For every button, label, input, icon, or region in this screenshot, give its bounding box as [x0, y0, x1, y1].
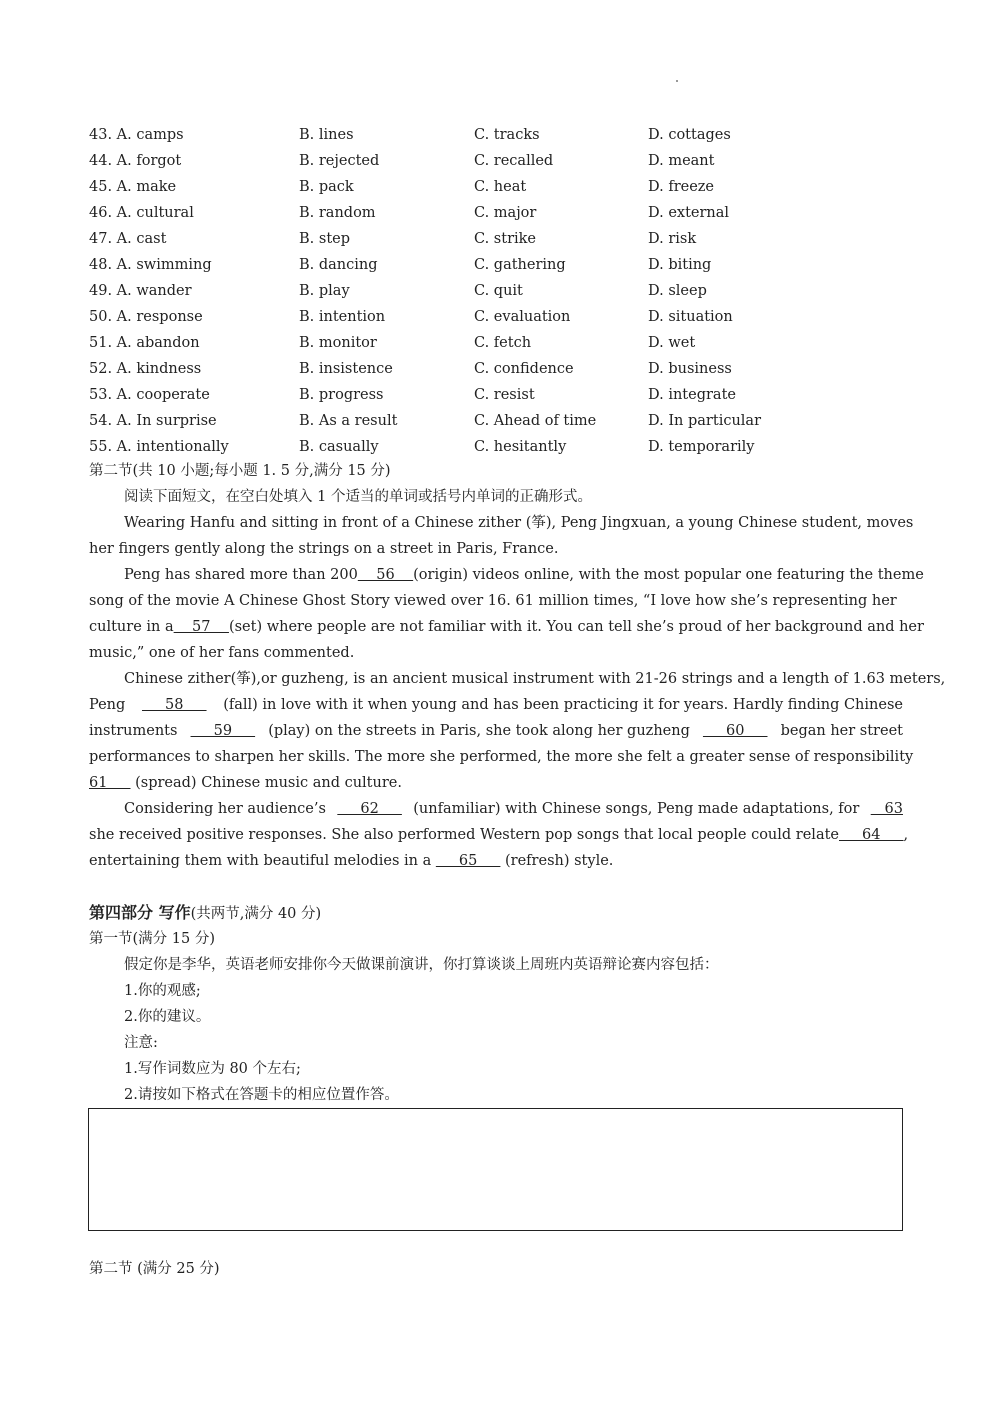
option-row [89, 382, 909, 408]
option-row [89, 122, 909, 148]
passage-line: her fingers gently along the strings on a street in Paris, France. [89, 541, 559, 557]
passage-text: Peng [89, 697, 126, 713]
passage-line [89, 744, 914, 770]
option-row [89, 434, 909, 460]
option-a: 52. A. kindness [89, 361, 202, 377]
note-label: 注意: [124, 1035, 158, 1051]
option-row [89, 278, 909, 304]
option-b: B. casually [299, 439, 379, 455]
passage-line [89, 848, 903, 874]
writing-item-1: 1.你的观感; [124, 983, 201, 999]
passage-text: (refresh) style. [505, 853, 614, 869]
passage-line: music,” one of her fans commented. [89, 645, 355, 661]
option-c: C. quit [474, 283, 523, 299]
writing-prompt: 假定你是李华，英语老师安排你今天做课前演讲，你打算谈谈上周班内英语辩论赛内容包括： [124, 957, 719, 973]
option-c: C. Ahead of time [474, 413, 597, 429]
blank-63: 63 [870, 801, 903, 817]
passage-text: (fall) in love with it when young and has been practicing it for years. Hardly finding Chinese [223, 697, 903, 713]
passage-text: performances to sharpen her skills. The more she performed, the more she felt a greater sense of responsibility [89, 749, 914, 765]
option-row [89, 356, 909, 382]
option-b: B. lines [299, 127, 354, 143]
option-b: B. pack [299, 179, 354, 195]
option-b: B. dancing [299, 257, 378, 273]
option-a: 54. A. In surprise [89, 413, 217, 429]
passage-line [89, 588, 903, 614]
option-c: C. fetch [474, 335, 532, 351]
option-row [89, 174, 909, 200]
option-b: B. rejected [299, 153, 380, 169]
answer-box[interactable] [88, 1108, 903, 1231]
option-row [89, 304, 909, 330]
passage-text: Considering her audience’s [124, 801, 326, 817]
passage-text: (spread) Chinese music and culture. [135, 775, 402, 791]
option-a: 45. A. make [89, 179, 177, 195]
passage-text: Peng has shared more than 200 [124, 567, 358, 583]
option-b: B. play [299, 283, 350, 299]
option-b: B. intention [299, 309, 386, 325]
option-a: 55. A. intentionally [89, 439, 229, 455]
part-4 [89, 900, 903, 1108]
option-row [89, 200, 909, 226]
option-c: C. tracks [474, 127, 540, 143]
option-a: 50. A. response [89, 309, 203, 325]
option-a: 51. A. abandon [89, 335, 200, 351]
option-d: D. cottages [648, 127, 731, 143]
blank-65: 65 [435, 853, 501, 869]
blank-58: 58 [141, 697, 207, 713]
scan-dot [676, 80, 678, 82]
passage-line [89, 796, 903, 822]
option-c: C. gathering [474, 257, 566, 273]
passage-text: instruments [89, 723, 178, 739]
passage-text: she received positive responses. She also performed Western pop songs that local people could relate [89, 827, 839, 843]
blank-60: 60 [702, 723, 768, 739]
option-row [89, 330, 909, 356]
part-4-title-text: 第四部分 写作 [89, 903, 191, 922]
option-d: D. situation [648, 309, 733, 325]
passage-line [89, 666, 946, 692]
option-b: B. monitor [299, 335, 377, 351]
section-2 [89, 458, 946, 874]
option-d: D. risk [648, 231, 697, 247]
passage-text: (origin) videos online, with the most popular one featuring the theme [413, 567, 924, 583]
passage-text: (play) on the streets in Paris, she took along her guzheng [268, 723, 690, 739]
blank-57: 57 [173, 619, 229, 635]
passage-text: song of the movie A Chinese Ghost Story viewed over 16. 61 million times, “I love how she’s representing her [89, 593, 897, 609]
blank-64: 64 [839, 827, 904, 843]
option-c: C. confidence [474, 361, 574, 377]
option-a: 49. A. wander [89, 283, 192, 299]
option-c: C. heat [474, 179, 527, 195]
blank-59: 59 [190, 723, 256, 739]
option-a: 47. A. cast [89, 231, 167, 247]
option-d: D. freeze [648, 179, 715, 195]
option-row [89, 148, 909, 174]
passage-text: Wearing Hanfu and sitting in front of a Chinese zither (筝), Peng Jingxuan, a young Chinese student, moves [124, 515, 914, 531]
passage-text: (set) where people are not familiar with it. You can tell she’s proud of her background and her [228, 619, 924, 635]
passage-text: Chinese zither(筝),or guzheng, is an ancient musical instrument with 21-26 strings and a length of 1.63 meters, [124, 671, 946, 687]
option-d: D. In particular [648, 413, 761, 429]
option-row [89, 252, 909, 278]
section-1-heading: 第一节(满分 15 分) [89, 931, 215, 947]
option-c: C. resist [474, 387, 535, 403]
option-row [89, 408, 909, 434]
option-d: D. integrate [648, 387, 736, 403]
section-2-writing [89, 1256, 903, 1282]
option-d: D. wet [648, 335, 696, 351]
blank-61: 61 [89, 775, 131, 791]
passage-line [89, 614, 924, 640]
option-c: C. hesitantly [474, 439, 567, 455]
blank-62: 62 [337, 801, 402, 817]
passage-text: began her street [780, 723, 903, 739]
option-a: 48. A. swimming [89, 257, 212, 273]
option-b: B. As a result [299, 413, 398, 429]
option-c: C. recalled [474, 153, 554, 169]
option-d: D. biting [648, 257, 712, 273]
option-c: C. major [474, 205, 537, 221]
passage-line [89, 510, 914, 536]
passage-line [89, 718, 903, 744]
note-2: 2.请按如下格式在答题卡的相应位置作答。 [124, 1087, 399, 1103]
option-c: C. strike [474, 231, 537, 247]
passage-line [89, 692, 903, 718]
options-list [89, 122, 909, 460]
option-a: 44. A. forgot [89, 153, 182, 169]
option-d: D. external [648, 205, 730, 221]
blank-56: 56 [357, 567, 414, 583]
writing-item-2: 2.你的建议。 [124, 1009, 211, 1025]
passage-text: , [903, 827, 909, 843]
section-2-instruction: 阅读下面短文，在空白处填入 1 个适当的单词或括号内单词的正确形式。 [124, 489, 592, 505]
option-a: 53. A. cooperate [89, 387, 210, 403]
option-row [89, 226, 909, 252]
option-d: D. business [648, 361, 732, 377]
section-2-heading: 第二节(共 10 小题;每小题 1. 5 分,满分 15 分) [89, 463, 391, 479]
option-d: D. sleep [648, 283, 707, 299]
option-a: 46. A. cultural [89, 205, 194, 221]
part-4-title-note: (共两节,满分 40 分) [190, 906, 322, 922]
option-a: 43. A. camps [89, 127, 184, 143]
option-b: B. step [299, 231, 351, 247]
option-c: C. evaluation [474, 309, 571, 325]
passage-text: culture in a [89, 619, 174, 635]
option-d: D. meant [648, 153, 715, 169]
passage-line [89, 770, 903, 796]
section-2-writing-heading: 第二节 (满分 25 分) [89, 1261, 220, 1277]
option-b: B. random [299, 205, 376, 221]
option-b: B. insistence [299, 361, 393, 377]
passage-text: entertaining them with beautiful melodies in a [89, 853, 432, 869]
note-1: 1.写作词数应为 80 个左右; [124, 1061, 301, 1077]
passage-line [89, 562, 924, 588]
option-b: B. progress [299, 387, 384, 403]
passage-line [89, 822, 909, 848]
part-4-title [89, 900, 903, 926]
passage-text: (unfamiliar) with Chinese songs, Peng made adaptations, for [413, 801, 860, 817]
option-d: D. temporarily [648, 439, 755, 455]
